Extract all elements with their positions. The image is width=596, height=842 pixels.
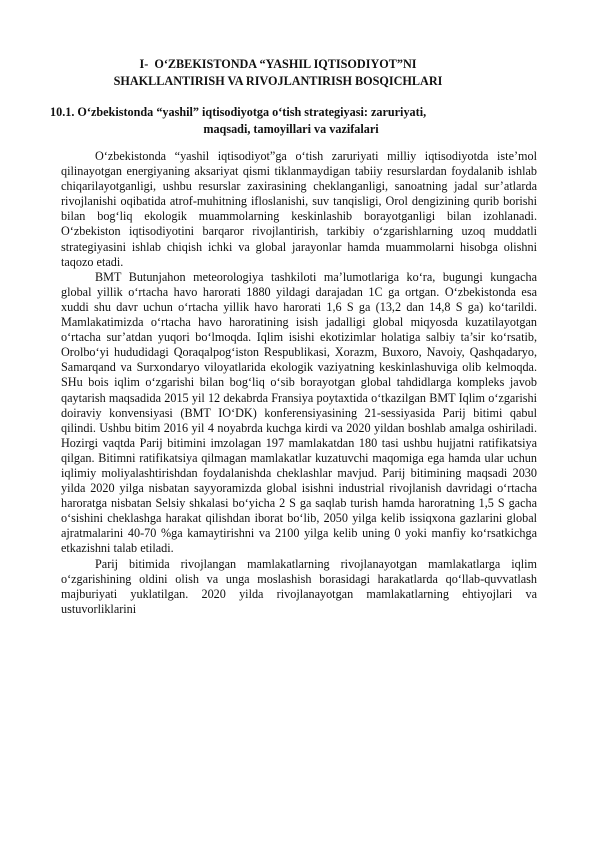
paragraph: Parij bitimida rivojlangan mamlakatlarning rivojlanayotgan mamlakatlarga iqlim o‘zgarishining oldini olish va unga moslashish borasidagi harakatlarda qo‘llab-quvvatlash majburiyati yuklatilgan. 2020 yilda rivojlanayotgan mamlakatlarning ehtiyojlari va ustuvorliklarini [61, 556, 537, 616]
chapter-title-text: O‘ZBEKISTONDA “YASHIL IQTISODIYOT”NI [154, 57, 417, 71]
chapter-title-line1 [60, 56, 520, 73]
section-title-line1 [50, 104, 520, 121]
body-text [61, 149, 537, 617]
chapter-number: I- [139, 57, 149, 71]
section-title-text: O‘zbekistonda “yashil” iqtisodiyotga o‘tish strategiyasi: zaruriyati, [77, 105, 427, 119]
chapter-title-line2: SHAKLLANTIRISH VA RIVOJLANTIRISH BOSQICHLARI [113, 74, 443, 88]
section-title [50, 104, 520, 138]
paragraph: BMT Butunjahon meteorologiya tashkiloti ma’lumotlariga ko‘ra, bugungi kungacha global yillik o‘rtacha havo harorati 1880 yildagi darajadan 1C ga ortgan. O‘zbekistonda esa xuddi shu davr uchun o‘rtacha yillik havo harorati 1,6 S ga (13,2 dan 14,8 S ga) ko‘tarildi. Mamlakatimizda o‘rtacha havo haroratining isish jadalligi global miqyosda kuzatilayotgan o‘rtacha sur’atdan yuqori bo‘lmoqda. Iqlim isishi ekotizimlar holatiga salbiy ta’sir ko‘rsatib, Orolbo‘yi hududidagi Qoraqalpog‘iston Respublikasi, Xorazm, Buxoro, Navoiy, Qashqadaryo, Samarqand va Surxondaryo viloyatlarida ekologik vaziyatning keskinlashuviga olib kelmoqda. SHu bois iqlim o‘zgarishi bilan bog‘liq o‘sib borayotgan global tahdidlarga kompleks javob qaytarish maqsadida 2015 yil 12 dekabrda Fransiya poytaxtida o‘tkazilgan BMT Iqlim o‘zgarishi doiraviy konvensiyasi (BMT IO‘DK) konferensiyasining 21-sessiyasida Parij bitimi qabul qilindi. Ushbu bitim 2016 yil 4 noyabrda kuchga kirdi va 2020 yildan boshlab amalga oshiriladi. Hozirgi vaqtda Parij bitimini imzolagan 197 mamlakatdan 180 tasi ushbu hujjatni ratifikatsiya qilgan. Bitimni ratifikatsiya qilmagan mamlakatlar kuzatuvchi maqomiga ega hamda ular uchun iqlimiy moliyalashtirishdan foydalanishda cheklashlar mavjud. Parij bitimining maqsadi 2030 yilda 2020 yilga nisbatan sayyoramizda global isishni industrial rivojlanish davridagi o‘rtacha haroratga nisbatan Selsiy shkalasi bo‘yicha 2 S ga saqlab turish hamda haroratning 1,5 S gacha o‘sishini cheklashga harakat qilishdan iborat bo‘lib, 2050 yilga kelib issiqxona gazlarini global ajratmalarini 40-70 %ga kamaytirishni va 2100 yilga kelib uning 0 yoki manfiy ko‘rsatkichga etkazishni talab etiladi. [61, 269, 537, 556]
section-number: 10.1. [50, 105, 75, 119]
chapter-title [60, 56, 520, 90]
paragraph: O‘zbekistonda “yashil iqtisodiyot”ga o‘tish zaruriyati milliy iqtisodiyotda iste’mol qilinayotgan energiyaning aksariyat qismi tiklanmaydigan tabiiy resurslardan foydalanib ishlab chiqarilayotganligi, ushbu resurslar zaxirasining cheklanganligi, sanoatning jadal sur’atlarda rivojlanishi oqibatida atrof-muhitning ifloslanishi, suv tanqisligi, Orol dengizining qurib borishi bilan bog‘liq ekologik muammolarning keskinlashib borayotganligi bilan izohlanadi. O‘zbekiston iqtisodiyotini barqaror rivojlantirish, tarkibiy o‘zgarishlarning uzoq muddatli strategiyasini ishlab chiqish ichki va global jarayonlar hamda muammolarni hisobga olishni taqozo etadi. [61, 149, 537, 269]
section-title-line2: maqsadi, tamoyillari va vazifalari [203, 122, 379, 136]
